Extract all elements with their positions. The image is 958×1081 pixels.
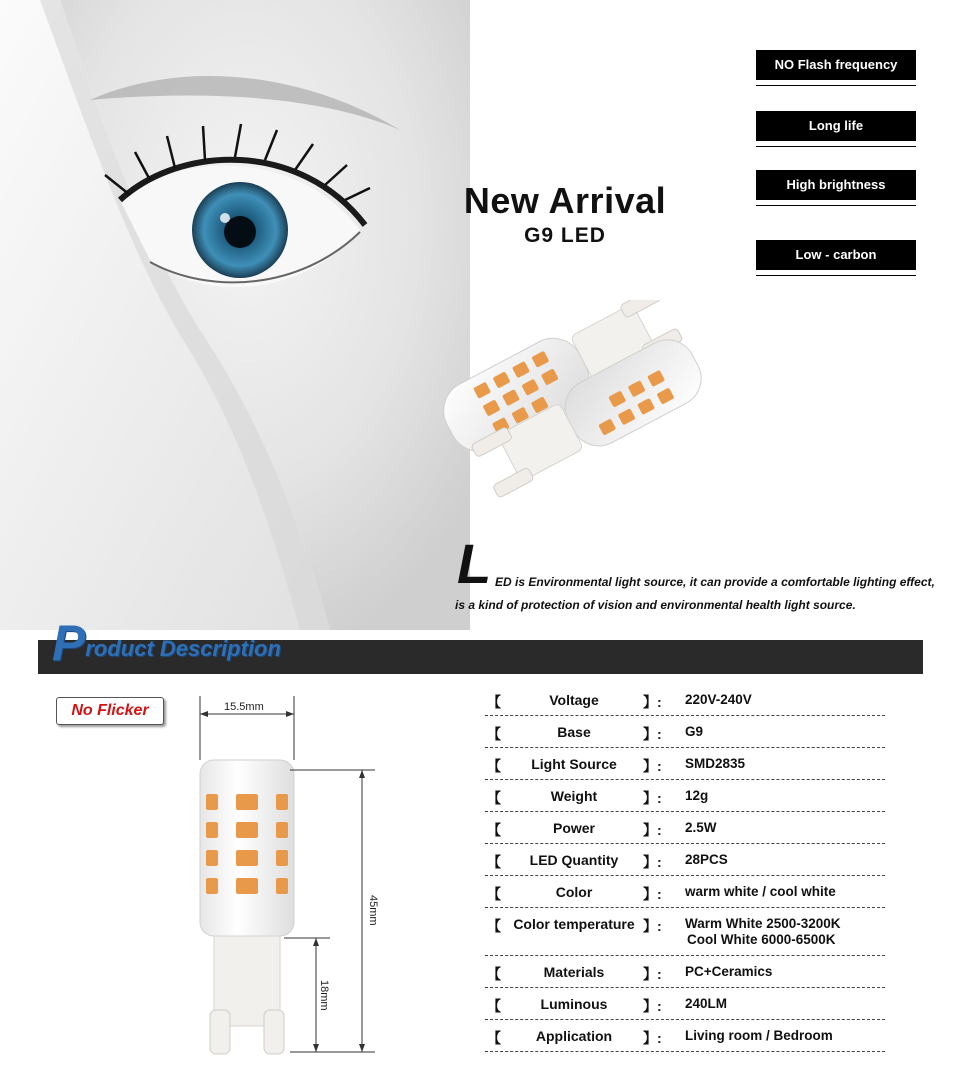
bracket-left: 【	[487, 758, 501, 774]
spec-row-materials	[485, 956, 885, 988]
bracket-left: 【	[487, 790, 501, 806]
tagline-line-2: is a kind of protection of vision and environmental health light source.	[455, 598, 856, 612]
spec-name: Materials	[543, 964, 605, 980]
spec-value-secondary: Cool White 6000-6500K	[687, 932, 836, 947]
spec-value: 240LM	[685, 996, 728, 1011]
bracket-left: 【	[487, 998, 501, 1014]
spec-row-led-quantity	[485, 844, 885, 876]
tagline-initial: L	[457, 532, 492, 595]
spec-row-weight	[485, 780, 885, 812]
spec-row-color-temperature	[485, 908, 885, 956]
bracket-right: 】:	[643, 998, 662, 1014]
g9-bulbs-image	[420, 300, 720, 540]
spec-row-voltage	[485, 684, 885, 716]
product-description-bar	[38, 615, 923, 674]
spec-name: Light Source	[531, 756, 617, 772]
spec-value: SMD2835	[685, 756, 746, 771]
bracket-left: 【	[487, 966, 501, 982]
spec-row-application	[485, 1020, 885, 1052]
spec-row-luminous	[485, 988, 885, 1020]
bracket-right: 】:	[643, 822, 662, 838]
bracket-left: 【	[487, 854, 501, 870]
height-dimension-label: 45mm	[367, 895, 379, 926]
bracket-right: 】:	[643, 886, 662, 902]
spec-value: Warm White 2500-3200K	[685, 916, 841, 931]
spec-name: Color temperature	[513, 916, 635, 932]
bracket-right: 】:	[643, 726, 662, 742]
feature-tag-high-brightness: High brightness	[756, 170, 916, 200]
bracket-left: 【	[487, 918, 501, 934]
bracket-right: 】:	[643, 918, 662, 934]
bracket-right: 】:	[643, 966, 662, 982]
bracket-right: 】:	[643, 694, 662, 710]
spec-row-color	[485, 876, 885, 908]
headline-subtitle: G9 LED	[524, 224, 606, 247]
spec-value: 220V-240V	[685, 692, 752, 707]
spec-name: Base	[557, 724, 591, 740]
bracket-right: 】:	[643, 854, 662, 870]
spec-name: LED Quantity	[529, 852, 619, 868]
bracket-left: 【	[487, 886, 501, 902]
feature-tag-low-carbon: Low - carbon	[756, 240, 916, 270]
feature-tag-no-flash: NO Flash frequency	[756, 50, 916, 80]
spec-row-power	[485, 812, 885, 844]
base-dimension-label: 18mm	[318, 980, 330, 1011]
spec-row-base	[485, 716, 885, 748]
bracket-left: 【	[487, 1030, 501, 1046]
spec-name: Voltage	[549, 692, 599, 708]
spec-name: Luminous	[540, 996, 608, 1012]
bracket-right: 】:	[643, 1030, 662, 1046]
bracket-left: 【	[487, 822, 501, 838]
section-title-rest: roduct Description	[85, 636, 281, 661]
spec-value: G9	[685, 724, 704, 739]
eye-portrait-image	[0, 0, 470, 630]
bracket-right: 】:	[643, 758, 662, 774]
spec-row-light-source	[485, 748, 885, 780]
feature-tag-long-life: Long life	[756, 111, 916, 141]
spec-value: 28PCS	[685, 852, 728, 867]
spec-table	[485, 684, 885, 1052]
spec-name: Application	[535, 1028, 613, 1044]
width-dimension-label: 15.5mm	[224, 701, 264, 713]
headline	[440, 180, 690, 248]
tagline-line-1: ED is Environmental light source, it can provide a comfortable lighting effect,	[495, 575, 935, 589]
section-title-initial: P	[52, 615, 86, 671]
bracket-left: 【	[487, 726, 501, 742]
spec-value: PC+Ceramics	[685, 964, 773, 979]
spec-value: Living room / Bedroom	[685, 1028, 833, 1043]
spec-name: Power	[552, 820, 595, 836]
section-title	[52, 615, 281, 671]
spec-value: warm white / cool white	[685, 884, 836, 899]
spec-name: Color	[555, 884, 593, 900]
headline-title: New Arrival	[463, 180, 667, 221]
spec-value: 2.5W	[685, 820, 717, 835]
bulb-dimension-diagram	[180, 690, 420, 1070]
spec-value: 12g	[685, 788, 709, 803]
bracket-right: 】:	[643, 790, 662, 806]
spec-name: Weight	[550, 788, 598, 804]
no-flicker-badge: No Flicker	[56, 697, 164, 725]
bracket-left: 【	[487, 694, 501, 710]
